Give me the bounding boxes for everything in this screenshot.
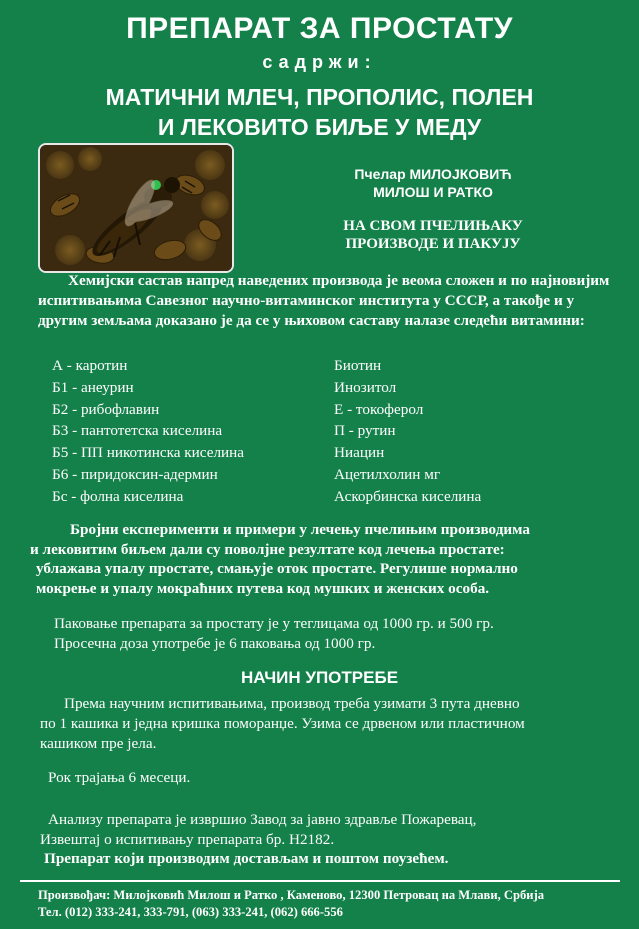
page-title: ПРЕПАРАТ ЗА ПРОСТАТУ bbox=[126, 12, 513, 45]
usage-line-1: Према научним испитивањима, производ треба узимати 3 пута дневно bbox=[64, 695, 520, 712]
shelf-life: Рок трајања 6 месеци. bbox=[48, 769, 191, 786]
packaging-line-2: Просечна доза употребе је 6 паковања од 1000 гр. bbox=[54, 635, 376, 652]
intro-line-1: Хемијски састав напред наведених производа је веома сложен и по bbox=[68, 272, 528, 289]
vitamin-item: Ниацин bbox=[334, 444, 385, 462]
delivery-note: Препарат који производим достављам и поштом поузећем. bbox=[44, 850, 449, 867]
vitamin-item: Б3 - пантотетска киселина bbox=[52, 422, 223, 440]
beekeeper-line-2: МИЛОШ И РАТКО bbox=[373, 184, 493, 200]
manufacturer-address: Произвођач: Милојковић Милош и Ратко , Каменово, 12300 Петровац на Млави, Србија bbox=[38, 888, 545, 902]
intro-line-3: а такође и у другим земљама доказано је да се у њиховом саставу налазе bbox=[38, 292, 575, 329]
ingredients-line-1: МАТИЧНИ МЛЕЧ, ПРОПОЛИС, ПОЛЕН bbox=[105, 84, 534, 110]
produce-note bbox=[318, 217, 548, 253]
vitamin-item: Ацетилхолин мг bbox=[334, 465, 441, 483]
packaging-info bbox=[54, 614, 614, 654]
usage-line-3: кашиком пре јела. bbox=[40, 735, 157, 752]
vitamin-item: Бс - фолна киселина bbox=[52, 487, 184, 505]
analysis-line-2: Извештај о испитивању препарата бр. Н2182. bbox=[40, 831, 335, 848]
vitamin-item: Б6 - пиридоксин-адермин bbox=[52, 465, 218, 483]
analysis-info bbox=[40, 810, 620, 850]
experiments-paragraph bbox=[30, 520, 620, 598]
intro-line-4: следећи витамини: bbox=[453, 312, 585, 329]
experiments-line-4: мокрење и упалу мокраћних путева код мушких и женских особа. bbox=[36, 579, 490, 597]
packaging-line-1: Паковање препарата за простату је у теглицама од 1000 гр. и 500 гр. bbox=[54, 615, 494, 632]
vitamin-item: А - каротин bbox=[52, 357, 128, 374]
experiments-line-3: ублажава упалу простате, смањује оток простате. Регулише нормално bbox=[36, 560, 518, 577]
produce-line-1: НА СВОМ ПЧЕЛИЊАКУ bbox=[343, 218, 523, 234]
vitamin-item: Б5 - ПП никотинска киселина bbox=[52, 444, 245, 462]
vitamin-list-right bbox=[334, 355, 481, 508]
manufacturer-phones: Тел. (012) 333-241, 333-791, (063) 333-241, (062) 666-556 bbox=[38, 905, 343, 919]
analysis-line-1: Анализу препарата је извршио Завод за јавно здравље Пожаревац, bbox=[48, 811, 477, 828]
vitamin-item: Биотин bbox=[334, 357, 382, 374]
usage-instructions bbox=[40, 694, 620, 754]
experiments-line-2: и лековитим биљем дали су поволјне резултате код лечења простате: bbox=[30, 540, 505, 558]
vitamin-item: Е - токоферол bbox=[334, 400, 424, 418]
usage-heading: НАЧИН УПОТРЕБЕ bbox=[240, 668, 399, 687]
ingredients-heading bbox=[0, 82, 639, 142]
vitamin-item: П - рутин bbox=[334, 422, 396, 440]
vitamin-item: Б2 - рибофлавин bbox=[52, 400, 160, 418]
queen-bee-photo bbox=[38, 143, 234, 273]
intro-line-2: најновијим испитивањима Савезног научно-витаминског института у СССР, bbox=[38, 272, 610, 309]
beekeeper-line-1: Пчелар МИЛОЈКОВИЋ bbox=[354, 166, 512, 182]
vitamin-item: Аскорбинска киселина bbox=[334, 487, 482, 505]
ingredients-line-2: И ЛЕКОВИТО БИЉЕ У МЕДУ bbox=[157, 114, 482, 140]
beekeeper-names bbox=[318, 165, 548, 201]
subtitle: садржи: bbox=[262, 52, 377, 72]
experiments-line-1: Бројни експерименти и примери у лечењу пчелињим производима bbox=[70, 521, 530, 538]
usage-line-2: по 1 кашика и једна кришка поморанџе. Узима се дрвеном или пластичном bbox=[40, 715, 525, 732]
manufacturer-footer bbox=[38, 887, 628, 921]
produce-line-2: ПРОИЗВОДЕ И ПАКУЈУ bbox=[345, 236, 521, 252]
vitamin-list-left bbox=[52, 355, 244, 508]
vitamin-item: Б1 - анеурин bbox=[52, 378, 134, 396]
footer-divider bbox=[20, 880, 620, 882]
intro-paragraph bbox=[38, 271, 618, 331]
vitamin-item: Инозитол bbox=[334, 378, 397, 396]
